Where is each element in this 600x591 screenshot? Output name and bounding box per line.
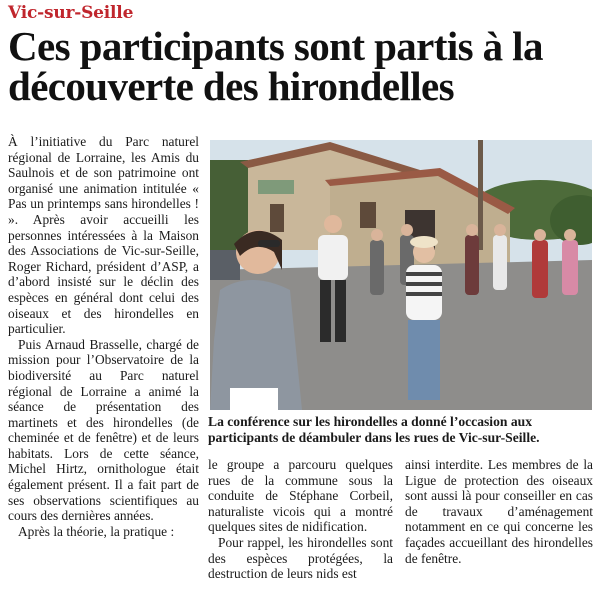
paragraph: Pour rappel, les hirondelles sont des espèces protégées, la destruction de leurs nids est <box>208 534 393 582</box>
article-column-2 <box>208 457 393 582</box>
headline: Ces participants sont partis à la découverte des hirondelles <box>8 23 543 109</box>
paragraph: Après la théorie, la pratique : <box>18 523 175 539</box>
paragraph: Puis Arnaud Brasselle, chargé de mission pour l’Observatoire de la biodiversité au Parc naturel régional de Lorraine a animé la séance de présentation des martinets et des hirondelles (de cheminée et de fenêtre) et de leurs habitats. Lors de cette séance, Michel Hirtz, ornithologue était également présent. Il a fait part de ses observations scientifiques au cours des dernières années. <box>8 336 199 524</box>
paragraph: ainsi interdite. Les membres de la Ligue de protection des oiseaux sont aussi là pour conseiller en cas de travaux d’aménagement notamment en ce qui concerne les façades accueillant des hirondelles de fenêtre. <box>405 457 593 566</box>
article-column-3 <box>405 457 593 566</box>
photo-caption: La conférence sur les hirondelles a donné l’occasion aux participants de déambuler dans les rues de Vic-sur-Seille. <box>208 414 540 445</box>
article-photo <box>210 140 592 410</box>
article-column-1 <box>8 134 199 539</box>
paragraph: le groupe a parcouru quelques rues de la commune sous la conduite de Stéphane Corbeil, naturaliste vicois qui a montré quelques sites de nidification. <box>208 457 393 535</box>
paragraph: À l’initiative du Parc naturel régional de Lorraine, les Amis du Saulnois et de son patrimoine ont organisé une animation intitulée « Pas un printemps sans hirondelles ! ». Après avoir accueilli les personnes intéressées à la Maison des Associations de Vic-sur-Seille, Roger Richard, président d’ASP, a d’abord insisté sur le déclin des espèces en général dont celui des oiseaux et des hirondelles en particulier. <box>8 134 199 337</box>
section-kicker: Vic-sur-Seille <box>8 3 134 23</box>
